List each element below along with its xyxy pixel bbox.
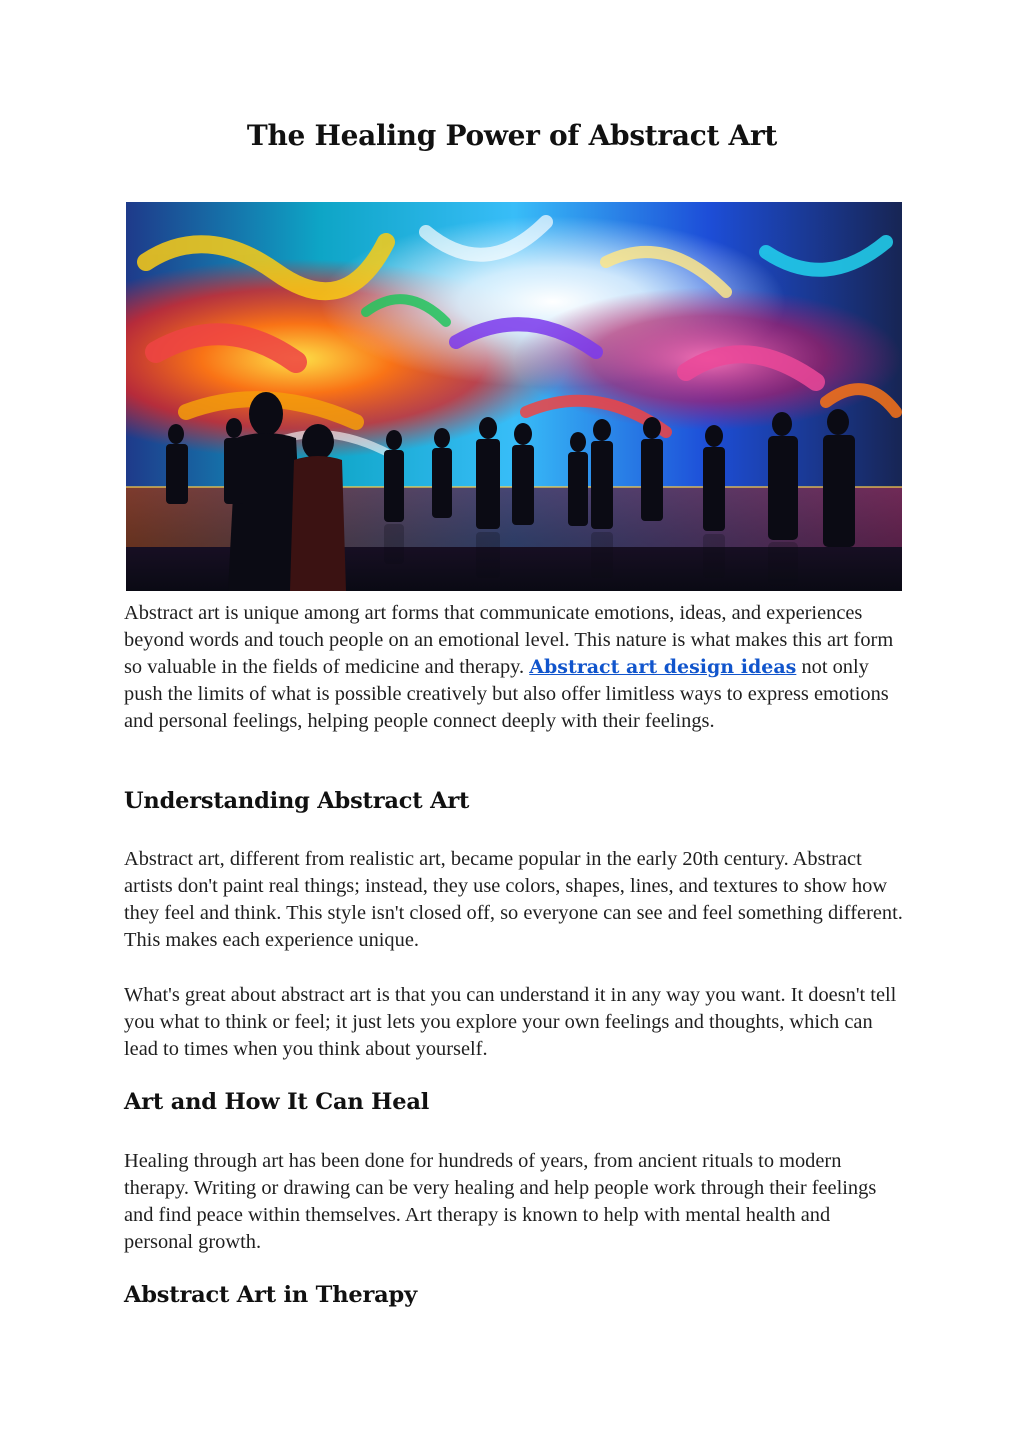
hero-image-gallery-abstract-painting [126, 202, 902, 591]
section-paragraph: Abstract art, different from realistic art, became popular in the early 20th century. Abstract artists don't paint real things; instead, they use colors, shapes, lines, and textures to show how they feel and think. This style isn't closed off, so everyone can see and feel something different. This makes each experience unique. [124, 848, 903, 951]
page-title: The Healing Power of Abstract Art [246, 119, 778, 152]
section-heading-understanding-abstract-art: Understanding Abstract Art [124, 788, 470, 814]
section-paragraph: What's great about abstract art is that you can understand it in any way you want. It doesn't tell you what to think or feel; it just lets you explore your own feelings and thoughts, which can lead to times when you think about yourself. [124, 984, 897, 1060]
section-paragraph: Healing through art has been done for hundreds of years, from ancient rituals to modern therapy. Writing or drawing can be very healing and help people work through their feelings and find peace within themselves. Art therapy is known to help with mental health and personal growth. [124, 1150, 877, 1253]
section-heading-abstract-art-in-therapy: Abstract Art in Therapy [124, 1282, 417, 1308]
intro-text-after-link: not only push the limits of what is possible creatively but also offer limitless ways to express emotions and personal feelings, helping people connect deeply with their feelings. [124, 656, 889, 732]
intro-paragraph [124, 600, 904, 735]
intro-text-before-link: Abstract art is unique among art forms that communicate emotions, ideas, and experiences beyond words and touch people on an emotional level. This nature is what makes this art form so valuable in the fields of medicine and therapy. [124, 602, 894, 678]
section-heading-art-and-how-it-can-heal: Art and How It Can Heal [124, 1089, 430, 1115]
abstract-art-design-ideas-link[interactable]: Abstract art design ideas [529, 656, 797, 678]
